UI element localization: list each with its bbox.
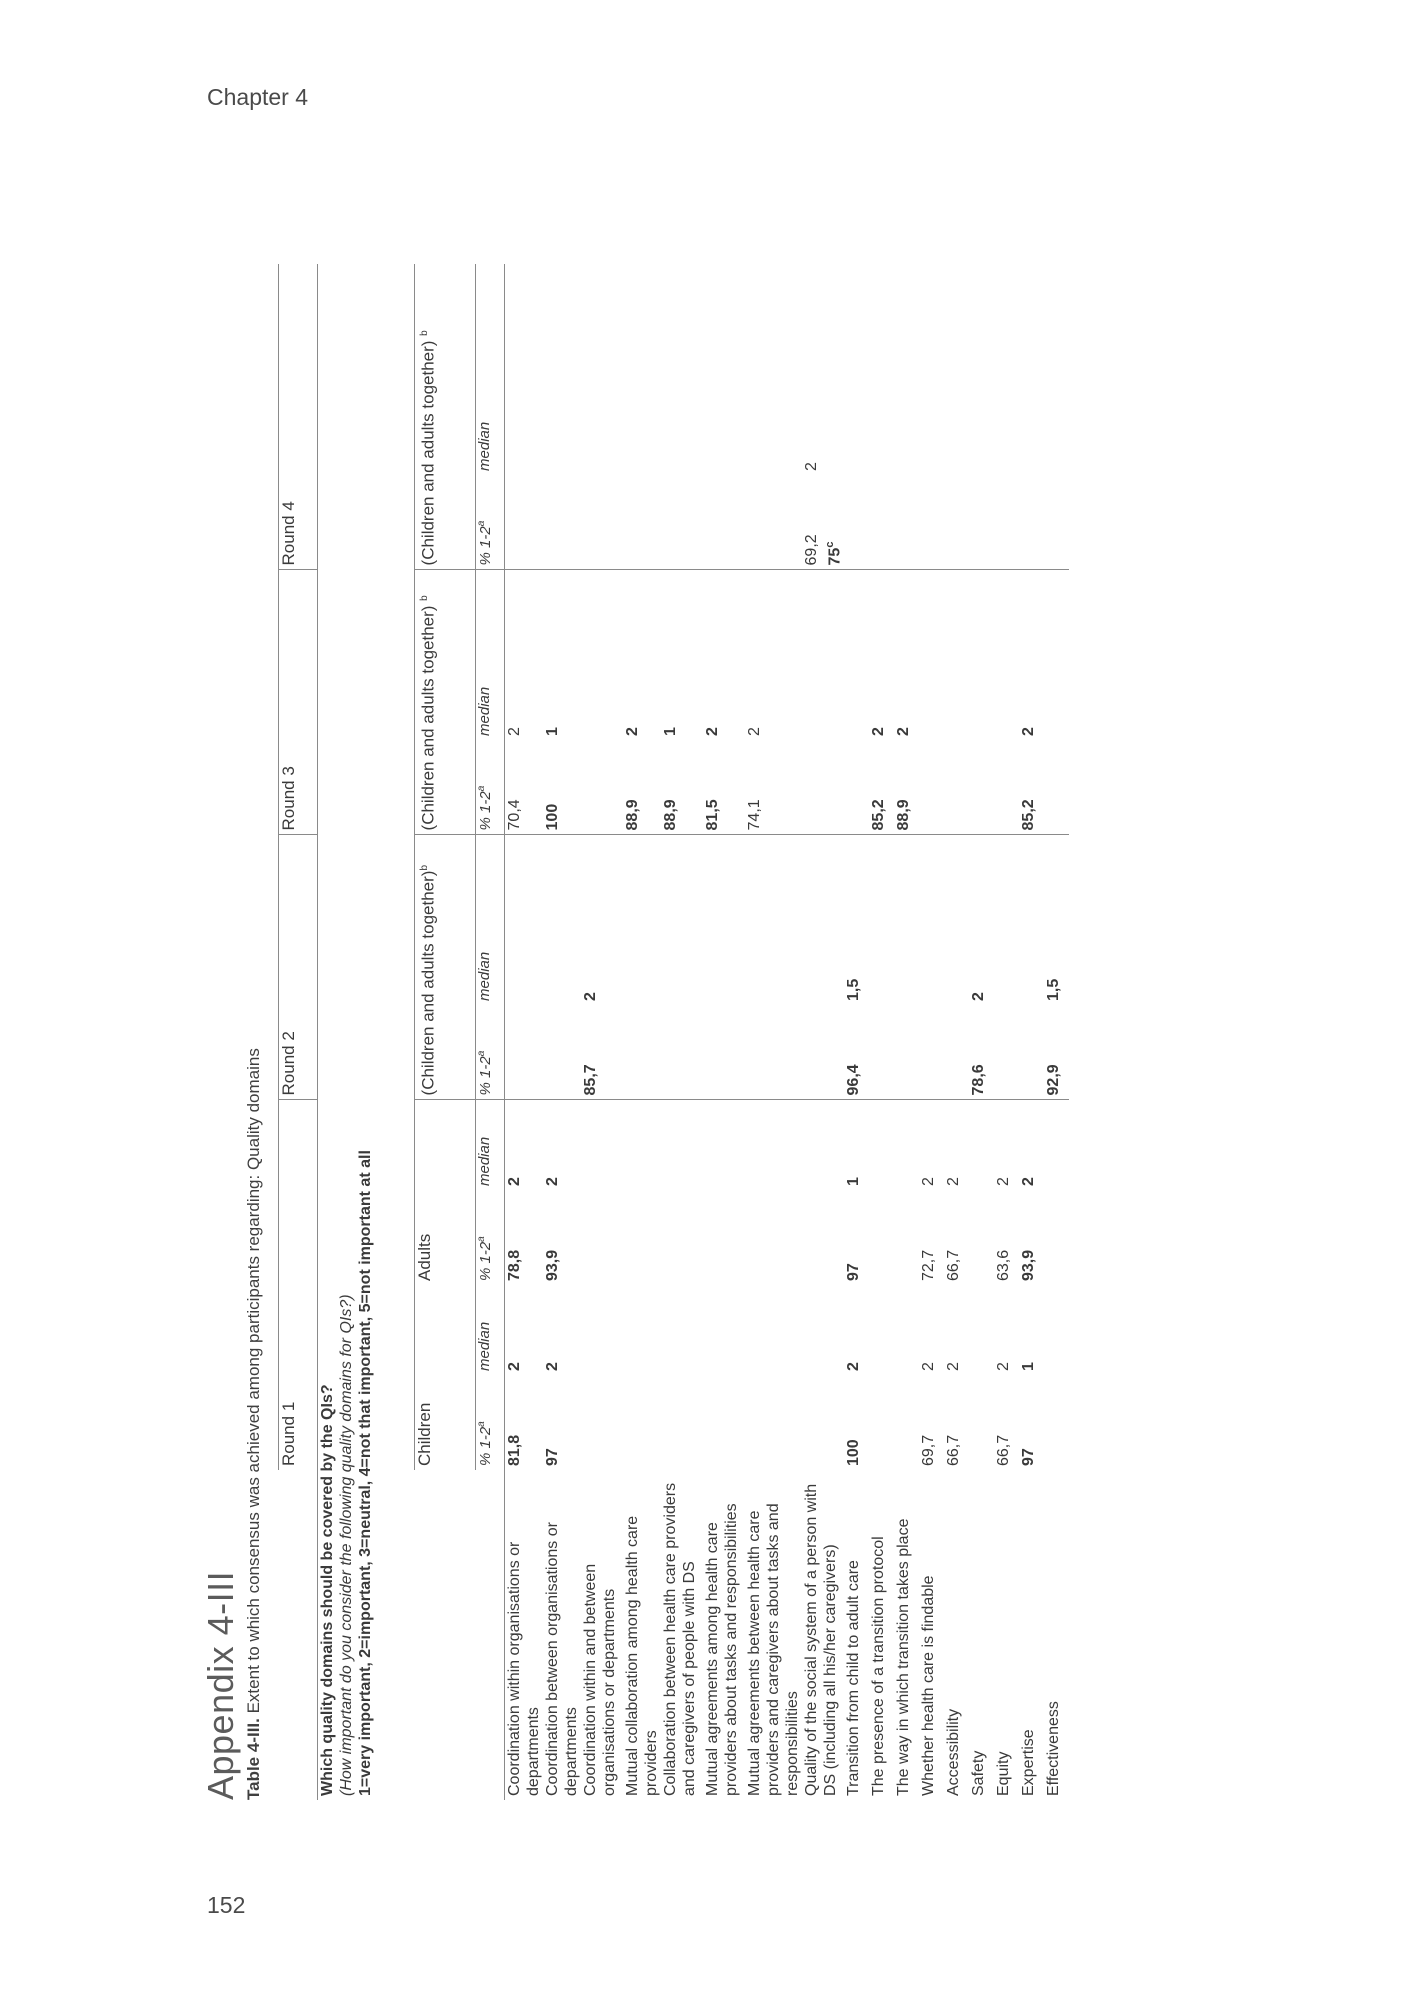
cell-r3-pct: 70,4 xyxy=(505,740,544,835)
cell-r4-med xyxy=(894,264,919,475)
cell-c-pct: 66,7 xyxy=(995,1434,1013,1466)
cell-r4-pct xyxy=(623,475,661,570)
cell-a-pct xyxy=(894,1190,919,1285)
row-label: Transition from child to adult care xyxy=(845,1560,863,1796)
cell-c-med xyxy=(1044,1285,1069,1375)
cell-r3-pct: 100 xyxy=(543,740,581,835)
row-label: Safety xyxy=(970,1750,988,1796)
table-row xyxy=(919,264,944,1800)
cell-r4-med xyxy=(919,264,944,475)
cell-r4-med xyxy=(869,264,894,475)
cell-r2-med: 2 xyxy=(582,992,599,1001)
cell-r4-med xyxy=(1044,264,1069,475)
cell-a-med xyxy=(869,1100,894,1190)
cell-c-pct: 97 xyxy=(544,1448,561,1466)
cell-c-pct xyxy=(802,1375,844,1470)
cell-r3-pct: 85,2 xyxy=(1019,740,1044,835)
row-label: Collaboration between health care providers and caregivers of people with DS xyxy=(662,1482,698,1796)
row-label: Equity xyxy=(995,1751,1013,1796)
cell-a-med xyxy=(969,1100,994,1190)
row-label: Coordination within organisations or departments xyxy=(506,1541,542,1796)
cell-c-med xyxy=(894,1285,919,1375)
cell-c-med xyxy=(661,1285,703,1375)
cell-c-pct xyxy=(894,1375,919,1470)
cell-r3-med: 2 xyxy=(746,727,763,736)
table-body xyxy=(505,264,1070,1800)
cell-c-pct xyxy=(969,1375,994,1470)
cell-r3-med xyxy=(802,570,844,740)
cell-r3-pct xyxy=(802,740,844,835)
cell-c-med: 1 xyxy=(1020,1362,1038,1371)
cell-a-med xyxy=(1044,1100,1069,1190)
cell-r4-pct xyxy=(802,475,844,570)
cell-r2-med xyxy=(623,835,661,1005)
table-row xyxy=(944,264,969,1800)
cell-r4-med xyxy=(703,264,745,475)
footnote-a: a xyxy=(476,1236,487,1242)
table-row xyxy=(994,264,1019,1800)
cell-a-pct xyxy=(969,1190,994,1285)
footnote-b: b xyxy=(419,864,430,871)
cell-r2-med xyxy=(703,835,745,1005)
cell-r3-med: 1 xyxy=(662,727,679,736)
cell-r3-med xyxy=(994,570,1019,740)
cell-r2-med xyxy=(661,835,703,1005)
cell-r4-pct xyxy=(505,475,544,570)
table-row xyxy=(1019,264,1044,1800)
cell-value: 69,2 xyxy=(803,534,820,566)
cell-r2-pct xyxy=(505,1005,544,1100)
group-round-4-label: (Children and adults together) xyxy=(418,340,438,566)
footnote-a: a xyxy=(476,1050,487,1057)
cell-a-pct: 78,8 xyxy=(506,1249,523,1281)
cell-r4-pct xyxy=(703,475,745,570)
cell-r4-med xyxy=(1019,264,1044,475)
cell-r3-med xyxy=(844,570,869,740)
cell-r3-pct xyxy=(1044,740,1069,835)
cell-r4-med xyxy=(543,264,581,475)
cell-r3-med xyxy=(944,570,969,740)
round-header-row xyxy=(279,264,318,1800)
sub-pct-label: % 1-2 xyxy=(477,1241,494,1281)
cell-r4-pct xyxy=(844,475,869,570)
sub-pct xyxy=(476,1375,505,1470)
sub-median: median xyxy=(476,1285,505,1375)
cell-r4-pct xyxy=(869,475,894,570)
cell-r4-med xyxy=(623,264,661,475)
cell-c-pct xyxy=(1044,1375,1069,1470)
cell-a-med: 2 xyxy=(920,1177,938,1186)
cell-r2-med: 1,5 xyxy=(845,978,863,1001)
cell-a-pct xyxy=(661,1190,703,1285)
cell-r3-med xyxy=(969,570,994,740)
row-label: Quality of the social system of a person with DS (including all his/her caregivers) xyxy=(803,1483,839,1796)
page-number: 152 xyxy=(207,1892,246,1918)
cell-r4-pct xyxy=(1044,475,1069,570)
cell-c-med: 2 xyxy=(920,1362,938,1371)
cell-r4-pct xyxy=(969,475,994,570)
footnote-b: b xyxy=(419,595,430,601)
question-sub: (How important do you consider the following quality domains for QIs?) xyxy=(338,1294,355,1796)
cell-a-pct xyxy=(581,1190,623,1285)
cell-r3-pct xyxy=(969,740,994,835)
group-round-4 xyxy=(415,264,476,570)
cell-r4-med xyxy=(745,264,802,475)
cell-a-pct: 63,6 xyxy=(995,1249,1013,1281)
cell-r2-med: 1,5 xyxy=(1045,978,1063,1001)
group-header-row xyxy=(415,264,476,1800)
row-label: Effectiveness xyxy=(1045,1701,1063,1796)
row-label: Accessibility xyxy=(945,1708,963,1796)
cell-r4-pct xyxy=(1019,475,1044,570)
cell-a-pct: 93,9 xyxy=(1020,1249,1038,1281)
cell-r3-pct xyxy=(919,740,944,835)
caption-label: Table 4-III. xyxy=(244,1718,263,1800)
cell-r3-med: 2 xyxy=(870,727,888,736)
cell-r4-pct xyxy=(919,475,944,570)
cell-c-pct: 69,7 xyxy=(920,1434,938,1466)
cell-c-pct xyxy=(581,1375,623,1470)
table-row xyxy=(1044,264,1069,1800)
round-4-header: Round 4 xyxy=(279,264,318,570)
footnote-b: b xyxy=(419,330,430,336)
cell-r3-med xyxy=(919,570,944,740)
cell-r4-pct xyxy=(894,475,919,570)
question-row xyxy=(318,264,415,1800)
cell-r2-med xyxy=(745,835,802,1005)
cell-r2-pct: 85,7 xyxy=(581,1005,623,1100)
cell-c-pct xyxy=(623,1375,661,1470)
cell-c-med xyxy=(869,1285,894,1375)
table-row xyxy=(703,264,745,1800)
table-caption xyxy=(244,1048,264,1800)
row-label: Coordination between organisations or departments xyxy=(544,1522,580,1796)
cell-a-med: 2 xyxy=(544,1177,561,1186)
footnote-a: a xyxy=(476,1421,487,1427)
group-round-3-label: (Children and adults together) xyxy=(418,605,438,831)
cell-a-med: 2 xyxy=(1020,1177,1038,1186)
cell-r2-pct xyxy=(894,1005,919,1100)
cell-c-med xyxy=(802,1285,844,1375)
cell-c-pct: 81,8 xyxy=(506,1434,523,1466)
group-children: Children xyxy=(415,1285,476,1470)
sub-pct-label: % 1-2 xyxy=(477,1056,494,1096)
cell-r3-med: 2 xyxy=(895,727,913,736)
row-label: Whether health care is findable xyxy=(920,1575,938,1796)
cell-r3-pct xyxy=(581,740,623,835)
cell-r3-pct xyxy=(944,740,969,835)
cell-c-pct xyxy=(745,1375,802,1470)
cell-c-med xyxy=(969,1285,994,1375)
cell-c-pct: 97 xyxy=(1020,1448,1038,1466)
sub-blank xyxy=(476,1470,505,1800)
row-label: The presence of a transition protocol xyxy=(870,1536,888,1796)
cell-a-pct xyxy=(703,1190,745,1285)
footnote-a: a xyxy=(476,520,487,527)
cell-r2-med xyxy=(994,835,1019,1005)
cell-r3-pct xyxy=(994,740,1019,835)
running-head: Chapter 4 xyxy=(207,84,309,110)
sub-pct-label: % 1-2 xyxy=(477,1426,494,1466)
table-row xyxy=(661,264,703,1800)
cell-r2-med xyxy=(505,835,544,1005)
question-cell xyxy=(318,264,415,1800)
cell-c-med xyxy=(703,1285,745,1375)
cell-a-med: 1 xyxy=(845,1177,863,1186)
cell-a-pct: 72,7 xyxy=(920,1249,938,1281)
cell-a-med xyxy=(894,1100,919,1190)
row-label: The way in which transition takes place xyxy=(895,1518,913,1796)
round-2-header: Round 2 xyxy=(279,835,318,1100)
round-3-header: Round 3 xyxy=(279,570,318,835)
table-row xyxy=(802,264,844,1800)
sub-pct-label: % 1-2 xyxy=(477,526,494,566)
cell-r3-pct: 74,1 xyxy=(745,740,802,835)
table-row xyxy=(869,264,894,1800)
cell-a-med xyxy=(802,1100,844,1190)
cell-a-med xyxy=(661,1100,703,1190)
table-row xyxy=(623,264,661,1800)
cell-r2-pct xyxy=(745,1005,802,1100)
cell-a-med xyxy=(745,1100,802,1190)
cell-r3-med: 1 xyxy=(544,727,561,736)
cell-r2-med xyxy=(1019,835,1044,1005)
cell-r3-pct: 88,9 xyxy=(894,740,919,835)
row-label: Coordination within and between organisations or departments xyxy=(582,1563,618,1796)
cell-r4-med xyxy=(581,264,623,475)
cell-a-pct: 66,7 xyxy=(945,1249,963,1281)
cell-r2-pct xyxy=(661,1005,703,1100)
sub-pct xyxy=(476,1190,505,1285)
cell-r2-pct: 96,4 xyxy=(844,1005,869,1100)
cell-r4-med: 2 xyxy=(803,462,820,471)
cell-a-pct xyxy=(623,1190,661,1285)
cell-a-med xyxy=(623,1100,661,1190)
subheader-row xyxy=(476,264,505,1800)
cell-c-pct xyxy=(703,1375,745,1470)
group-adults: Adults xyxy=(415,1100,476,1285)
cell-c-pct xyxy=(661,1375,703,1470)
group-round-3 xyxy=(415,570,476,835)
cell-r2-med xyxy=(944,835,969,1005)
cell-a-pct xyxy=(869,1190,894,1285)
table-row xyxy=(969,264,994,1800)
cell-r3-pct: 85,2 xyxy=(869,740,894,835)
cell-r2-pct xyxy=(1019,1005,1044,1100)
cell-r4-pct xyxy=(581,475,623,570)
blank-header xyxy=(279,1470,318,1800)
cell-a-med: 2 xyxy=(945,1177,963,1186)
row-label: Mutual agreements between health care providers and caregivers about tasks and responsibilities xyxy=(746,1503,801,1796)
cell-c-med: 2 xyxy=(506,1362,523,1371)
footnote-a: a xyxy=(476,785,487,792)
sub-pct xyxy=(476,475,505,570)
cell-r4-pct xyxy=(944,475,969,570)
cell-r2-med xyxy=(919,835,944,1005)
sub-median: median xyxy=(476,570,505,740)
cell-r3-med xyxy=(1044,570,1069,740)
cell-c-med xyxy=(623,1285,661,1375)
footnote-c: c xyxy=(824,541,836,548)
cell-r3-pct: 81,5 xyxy=(703,740,745,835)
cell-r2-med: 2 xyxy=(970,992,988,1001)
cell-r3-pct: 88,9 xyxy=(623,740,661,835)
row-label: Expertise xyxy=(1020,1729,1038,1796)
cell-r2-med xyxy=(869,835,894,1005)
table-row xyxy=(844,264,869,1800)
row-label: Mutual collaboration among health care providers xyxy=(624,1515,660,1796)
group-blank xyxy=(415,1470,476,1800)
table-row xyxy=(543,264,581,1800)
table-row xyxy=(894,264,919,1800)
cell-a-pct xyxy=(745,1190,802,1285)
cell-r2-med xyxy=(802,835,844,1005)
cell-a-med xyxy=(703,1100,745,1190)
cell-c-pct xyxy=(869,1375,894,1470)
secondary-value: 75 xyxy=(826,547,844,566)
appendix-title: Appendix 4-III xyxy=(200,1570,241,1800)
group-round-2-label: (Children and adults together) xyxy=(418,870,438,1096)
cell-r4-pct xyxy=(994,475,1019,570)
cell-r4-pct xyxy=(661,475,703,570)
cell-value-secondary xyxy=(821,479,844,566)
cell-r4-med xyxy=(661,264,703,475)
cell-r4-pct xyxy=(745,475,802,570)
cell-c-pct: 66,7 xyxy=(945,1434,963,1466)
cell-r4-med xyxy=(994,264,1019,475)
cell-r4-med xyxy=(969,264,994,475)
cell-c-med: 2 xyxy=(845,1362,863,1371)
cell-c-med xyxy=(745,1285,802,1375)
cell-r3-med: 2 xyxy=(1020,727,1038,736)
group-round-2 xyxy=(415,835,476,1100)
cell-r3-med: 2 xyxy=(506,727,523,736)
question-main: Which quality domains should be covered by the QIs? xyxy=(319,1384,336,1796)
cell-r2-pct xyxy=(919,1005,944,1100)
table-row xyxy=(505,264,544,1800)
cell-r4-med xyxy=(505,264,544,475)
table-row xyxy=(745,264,802,1800)
cell-c-med xyxy=(581,1285,623,1375)
cell-r3-med: 2 xyxy=(624,727,641,736)
cell-a-med xyxy=(581,1100,623,1190)
rating-scale: 1=very important, 2=important, 3=neutral, 4=not that important, 5=not important at all xyxy=(357,1150,374,1796)
cell-r2-med xyxy=(894,835,919,1005)
cell-r2-pct xyxy=(623,1005,661,1100)
cell-a-med: 2 xyxy=(506,1177,523,1186)
caption-text: Extent to which consensus was achieved among participants regarding: Quality domains xyxy=(244,1048,263,1719)
cell-a-med: 2 xyxy=(995,1177,1013,1186)
cell-c-pct: 100 xyxy=(845,1439,863,1466)
cell-r2-pct xyxy=(802,1005,844,1100)
cell-r3-med xyxy=(581,570,623,740)
sub-median: median xyxy=(476,264,505,475)
cell-r2-med xyxy=(543,835,581,1005)
cell-r2-pct xyxy=(703,1005,745,1100)
sub-median: median xyxy=(476,1100,505,1190)
rotated-table-area xyxy=(200,260,1200,1800)
sub-median: median xyxy=(476,835,505,1005)
quality-domains-table xyxy=(278,264,1069,1800)
cell-a-pct: 97 xyxy=(845,1263,863,1281)
cell-r2-pct: 92,9 xyxy=(1044,1005,1069,1100)
cell-r4-pct xyxy=(543,475,581,570)
cell-r4-med xyxy=(844,264,869,475)
cell-r2-pct: 78,6 xyxy=(969,1005,994,1100)
cell-a-pct: 93,9 xyxy=(544,1249,561,1281)
cell-r4-med xyxy=(944,264,969,475)
cell-a-pct xyxy=(1044,1190,1069,1285)
cell-c-med: 2 xyxy=(995,1362,1013,1371)
sub-pct xyxy=(476,1005,505,1100)
cell-r3-pct: 88,9 xyxy=(661,740,703,835)
round-1-header: Round 1 xyxy=(279,1100,318,1470)
cell-c-med: 2 xyxy=(945,1362,963,1371)
cell-c-med: 2 xyxy=(544,1362,561,1371)
cell-r2-pct xyxy=(994,1005,1019,1100)
cell-r2-pct xyxy=(944,1005,969,1100)
cell-r3-pct xyxy=(844,740,869,835)
table-row xyxy=(581,264,623,1800)
cell-r3-med: 2 xyxy=(704,727,721,736)
sub-pct xyxy=(476,740,505,835)
sub-pct-label: % 1-2 xyxy=(477,791,494,831)
cell-a-pct xyxy=(802,1190,844,1285)
cell-r2-pct xyxy=(543,1005,581,1100)
cell-r2-pct xyxy=(869,1005,894,1100)
row-label: Mutual agreements among health care providers about tasks and responsibilities xyxy=(704,1503,740,1796)
